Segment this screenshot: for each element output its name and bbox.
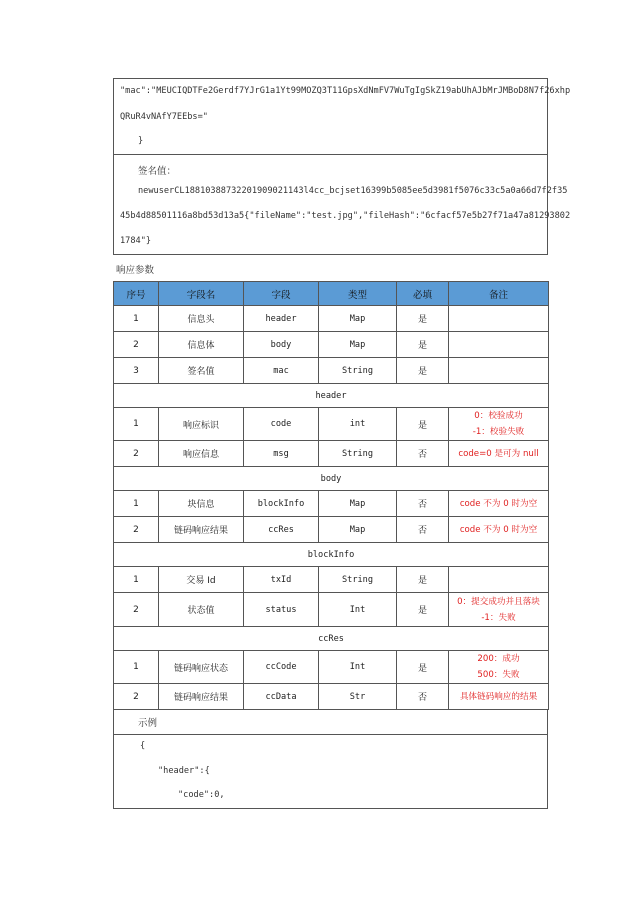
- col-header-name: 字段名: [159, 282, 244, 306]
- sign-line-2: 45b4d88501116a8bd53d13a5{"fileName":"test.jpg","fileHash":"6cfacf57e5b27f71a47a81293802: [120, 211, 571, 221]
- cell-name: 签名值: [159, 358, 244, 384]
- divider: [114, 154, 547, 155]
- table-row: [114, 441, 549, 467]
- col-header-field: 字段: [244, 282, 319, 306]
- cell-no: 1: [114, 306, 159, 332]
- cell-note: code 不为 0 时为空: [449, 517, 549, 543]
- table-row: [114, 332, 549, 358]
- example-line-3: "code":0,: [178, 790, 225, 800]
- cell-type: Map: [319, 332, 397, 358]
- cell-no: 1: [114, 651, 159, 684]
- cell-required: 否: [397, 517, 449, 543]
- example-line-1: {: [140, 741, 146, 751]
- sign-line-1: newuserCL18810388732201909021143l4cc_bcjset16399b5085ee5d3981f5076c33c5a0a66d7f2f35: [138, 186, 568, 196]
- cell-field: body: [244, 332, 319, 358]
- group-label: header: [114, 384, 549, 408]
- response-params-table: [113, 281, 549, 710]
- table-row: [114, 593, 549, 627]
- cell-type: int: [319, 408, 397, 441]
- note-line: -1：失败: [481, 612, 516, 623]
- group-row-ccres: [114, 627, 549, 651]
- col-header-required: 必填: [397, 282, 449, 306]
- cell-required: 是: [397, 332, 449, 358]
- cell-note: code 不为 0 时为空: [449, 491, 549, 517]
- cell-name: 信息头: [159, 306, 244, 332]
- cell-note: [449, 306, 549, 332]
- cell-type: Int: [319, 651, 397, 684]
- cell-no: 2: [114, 517, 159, 543]
- cell-type: String: [319, 441, 397, 467]
- sign-line-3: 1784"}: [120, 236, 152, 246]
- cell-required: 否: [397, 441, 449, 467]
- note-line: 0：提交成功并且落块: [457, 596, 540, 607]
- cell-name: 块信息: [159, 491, 244, 517]
- table-row: [114, 306, 549, 332]
- cell-no: 1: [114, 491, 159, 517]
- table-row: [114, 651, 549, 684]
- cell-type: String: [319, 567, 397, 593]
- cell-note: [449, 408, 549, 441]
- example-line-2: "header":{: [158, 766, 210, 776]
- group-row-header: [114, 384, 549, 408]
- cell-no: 2: [114, 684, 159, 710]
- cell-type: Map: [319, 517, 397, 543]
- cell-field: ccCode: [244, 651, 319, 684]
- example-label: 示例: [138, 718, 158, 729]
- cell-name: 交易 Id: [159, 567, 244, 593]
- group-label: blockInfo: [114, 543, 549, 567]
- cell-field: txId: [244, 567, 319, 593]
- table-row: [114, 408, 549, 441]
- cell-no: 1: [114, 408, 159, 441]
- cell-required: 是: [397, 567, 449, 593]
- cell-field: mac: [244, 358, 319, 384]
- group-label: body: [114, 467, 549, 491]
- group-label: ccRes: [114, 627, 549, 651]
- sign-label: 签名值：: [138, 166, 177, 177]
- group-row-blockinfo: [114, 543, 549, 567]
- cell-required: 否: [397, 491, 449, 517]
- cell-no: 2: [114, 332, 159, 358]
- col-header-type: 类型: [319, 282, 397, 306]
- example-code-box: [113, 735, 548, 809]
- cell-note: code=0 是可为 null: [449, 441, 549, 467]
- note-line: 0：校验成功: [474, 411, 523, 421]
- cell-name: 状态值: [159, 593, 244, 627]
- cell-type: Int: [319, 593, 397, 627]
- group-row-body: [114, 467, 549, 491]
- table-row: [114, 491, 549, 517]
- cell-type: Map: [319, 491, 397, 517]
- table-row: [114, 567, 549, 593]
- cell-field: msg: [244, 441, 319, 467]
- cell-required: 是: [397, 306, 449, 332]
- cell-required: 是: [397, 358, 449, 384]
- cell-note: [449, 332, 549, 358]
- note-line: 200：成功: [477, 654, 520, 664]
- cell-required: 否: [397, 684, 449, 710]
- col-header-note: 备注: [449, 282, 549, 306]
- cell-no: 2: [114, 441, 159, 467]
- table-header-row: [114, 282, 549, 306]
- cell-type: String: [319, 358, 397, 384]
- cell-field: status: [244, 593, 319, 627]
- cell-note: 具体链码响应的结果: [449, 684, 549, 710]
- close-brace: }: [138, 136, 144, 146]
- note-line: 500：失败: [477, 670, 520, 680]
- cell-field: ccData: [244, 684, 319, 710]
- cell-note: [449, 358, 549, 384]
- cell-no: 1: [114, 567, 159, 593]
- cell-note: [449, 567, 549, 593]
- cell-field: blockInfo: [244, 491, 319, 517]
- mac-line-2: QRuR4vNAfY7EEbs=": [120, 112, 208, 122]
- cell-note: [449, 651, 549, 684]
- cell-required: 是: [397, 408, 449, 441]
- cell-field: header: [244, 306, 319, 332]
- cell-type: Str: [319, 684, 397, 710]
- cell-name: 链码响应结果: [159, 517, 244, 543]
- table-row: [114, 358, 549, 384]
- cell-field: code: [244, 408, 319, 441]
- col-header-no: 序号: [114, 282, 159, 306]
- cell-required: 是: [397, 651, 449, 684]
- example-header-row: [113, 710, 548, 735]
- cell-name: 链码响应状态: [159, 651, 244, 684]
- response-params-label: 响应参数: [116, 265, 155, 276]
- cell-field: ccRes: [244, 517, 319, 543]
- request-sample-box: [113, 78, 571, 255]
- cell-note: [449, 593, 549, 627]
- cell-name: 信息体: [159, 332, 244, 358]
- cell-name: 链码响应结果: [159, 684, 244, 710]
- cell-required: 是: [397, 593, 449, 627]
- table-row: [114, 684, 549, 710]
- cell-no: 2: [114, 593, 159, 627]
- cell-name: 响应信息: [159, 441, 244, 467]
- cell-name: 响应标识: [159, 408, 244, 441]
- mac-line-1: "mac":"MEUCIQDTFe2Gerdf7YJrG1a1Yt99MOZQ3T11GpsXdNmFV7WuTgIgSkZ19abUhAJbMrJMBoD8N7f26xhp: [120, 86, 571, 96]
- note-line: -1：校验失败: [472, 427, 525, 437]
- cell-no: 3: [114, 358, 159, 384]
- cell-type: Map: [319, 306, 397, 332]
- table-row: [114, 517, 549, 543]
